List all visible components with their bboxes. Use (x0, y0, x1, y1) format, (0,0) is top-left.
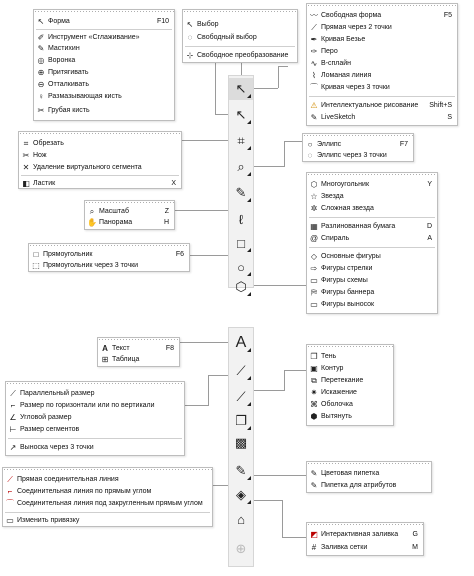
connector-line (208, 375, 229, 376)
flyout-item[interactable]: ▭ Изменить привязку (3, 515, 212, 526)
flyout-grip (3, 468, 212, 472)
flyout-item[interactable]: ✕ Удаление виртуального сегмента (19, 162, 181, 173)
flyout-item[interactable]: ❐ Тень (307, 351, 393, 362)
connector-line (185, 405, 209, 406)
flyout-item[interactable]: ◇ Основные фигуры (307, 251, 437, 262)
basic-shapes-icon: ◇ (310, 252, 318, 261)
drop-shadow-button[interactable] (229, 410, 253, 432)
connector-line (254, 475, 306, 476)
flyout-item[interactable]: ⛿ Фигуры баннера (307, 287, 437, 298)
connector-line (278, 66, 279, 88)
connector-line (190, 255, 229, 256)
free-transform-icon: ⊹ (186, 51, 194, 60)
connector-line (254, 500, 282, 501)
flyout-grip (303, 134, 413, 138)
connector-tool-icon: ⟋ (236, 389, 246, 404)
connector-line (180, 342, 229, 343)
pick-tools-flyout (182, 9, 298, 63)
flyout-item[interactable]: ☆ Звезда (307, 191, 437, 202)
shape-tool-icon: ↖ (235, 107, 247, 122)
extrude-icon: ⬢ (310, 412, 318, 421)
shape-tool-icon: ↖ (37, 17, 45, 26)
parallel-dimension-icon: ⟋ (236, 363, 246, 378)
star-tool-icon: ☆ (310, 192, 318, 201)
flyout-item[interactable]: ⊞ Таблица (98, 354, 179, 365)
flyout-item[interactable]: ⌒ Соединительная линия под закругленным прямым углом (3, 498, 212, 509)
flyout-item[interactable]: ⬚ Прямоугольник через 3 точки (29, 260, 189, 271)
flyout-item[interactable]: ✂ Нож (19, 150, 181, 161)
color-eyedropper-icon: ✎ (310, 469, 318, 478)
transparency-button[interactable] (229, 432, 253, 454)
livesketch-icon: ✎ (310, 113, 318, 122)
pick-tool-button[interactable] (229, 78, 253, 100)
flyout-grip (307, 345, 393, 349)
right-angle-connector-icon: ⌐ (7, 487, 13, 496)
banner-shapes-icon: ⛿ (311, 287, 317, 297)
flyout-item[interactable]: ⧉ Перетекание (307, 375, 393, 386)
connector-line (254, 390, 284, 391)
flyout-item[interactable]: ⟋ Параллельный размер (6, 388, 184, 399)
connector-line (284, 370, 306, 371)
drop-shadow-icon: ❐ (235, 413, 247, 428)
3point-callout-icon: ↗ (9, 443, 17, 452)
flyout-item[interactable]: ✎ Мастихин (34, 43, 174, 54)
flyout-item[interactable]: ↖ Выбор (183, 19, 297, 30)
parallel-dimension-button[interactable] (229, 360, 253, 382)
connector-line (208, 375, 209, 405)
pick-tool-icon: ↖ (235, 81, 247, 96)
rounded-right-angle-connector-icon: ⌒ (6, 499, 14, 508)
flyout-grip (183, 10, 297, 14)
rectangle-tool-icon: □ (33, 250, 39, 259)
smart-fill-icon: ⌂ (237, 511, 245, 527)
zoom-tool-icon: ⌕ (237, 159, 245, 174)
crop-tool-icon: ⌗ (237, 133, 245, 148)
effects-tools-flyout (306, 344, 394, 426)
virtual-segment-delete-icon: ✕ (22, 163, 30, 172)
text-tool-button[interactable] (229, 332, 253, 354)
envelope-icon: ⌘ (310, 400, 318, 409)
connector-line (254, 285, 306, 286)
2point-line-icon: ⟋ (311, 22, 317, 32)
callout-shapes-icon: ▭ (310, 300, 318, 309)
ellipse-tool-icon: ○ (237, 259, 245, 275)
attributes-eyedropper-icon: ✎ (310, 481, 318, 490)
freehand-pick-icon: ◌ (187, 33, 193, 42)
shape-tools-flyout (33, 9, 175, 121)
bspline-tool-icon: ∿ (310, 59, 318, 68)
flyout-item[interactable]: ▭ Фигуры выносок (307, 299, 437, 310)
flyout-item[interactable]: ✎ LiveSketch S (307, 112, 457, 123)
smart-drawing-icon: ⚠ (310, 101, 318, 110)
smart-fill-button[interactable] (229, 508, 253, 530)
flyout-grip (85, 201, 174, 205)
edit-anchor-icon: ▭ (6, 516, 14, 525)
ellipse-tool-button[interactable] (229, 256, 253, 278)
table-tool-icon: ⊞ (101, 355, 109, 364)
interactive-fill-icon: ◩ (310, 530, 318, 539)
interactive-fill-icon: ◈ (236, 487, 246, 502)
flyout-item[interactable]: ⌒ Кривая через 3 точки (307, 82, 457, 93)
eyedropper-tools-flyout (306, 461, 432, 493)
connector-line (254, 88, 278, 89)
flyout-grip (307, 173, 437, 177)
flyout-grip (307, 4, 457, 8)
dimension-tools-flyout (5, 381, 185, 456)
ellipse-tools-flyout (302, 133, 414, 162)
eyedropper-icon: ✎ (235, 463, 247, 478)
flyout-item[interactable]: ∠ Угловой размер (6, 412, 184, 423)
flyout-item[interactable]: ♀ Размазывающая кисть (34, 91, 174, 102)
flyout-item[interactable]: ○ Эллипс F7 (303, 139, 413, 150)
blend-icon: ⧉ (311, 375, 317, 385)
interactive-fill-button[interactable] (229, 484, 253, 506)
zoom-tool-button[interactable] (229, 156, 253, 178)
parallel-dimension-icon: ⟋ (10, 388, 16, 398)
flyout-item[interactable]: ✋ Панорама H (85, 217, 174, 228)
polygon-tool-icon: ⬡ (235, 279, 247, 294)
add-tool-button[interactable] (229, 538, 253, 560)
pen-tool-icon: ✑ (310, 47, 318, 56)
flyout-item[interactable]: ⊢ Размер сегментов (6, 424, 184, 435)
connector-tool-button[interactable] (229, 386, 253, 408)
text-tool-icon: A (235, 334, 247, 351)
plus-circle-icon: ⊕ (235, 541, 247, 556)
mesh-fill-icon: # (311, 543, 317, 552)
flyout-item[interactable]: ⬢ Вытянуть (307, 411, 393, 422)
connector-line (182, 140, 229, 141)
polygon-tool-button[interactable] (229, 276, 253, 298)
contour-icon: ▣ (310, 364, 318, 373)
smudge-brush-icon: ♀ (38, 92, 44, 101)
flyout-item[interactable]: ⌕ Масштаб Z (85, 206, 174, 217)
smear-tool-icon: ✎ (37, 44, 45, 53)
angular-dimension-icon: ∠ (9, 413, 17, 422)
hv-dimension-icon: ⌐ (10, 401, 16, 410)
connector-line (254, 166, 284, 167)
flyout-grip (29, 244, 189, 248)
flyout-item[interactable]: ⌘ Оболочка (307, 399, 393, 410)
toolbox-top (228, 75, 254, 294)
arrow-shapes-icon: ⇨ (310, 264, 318, 273)
flowchart-shapes-icon: ▭ (310, 276, 318, 285)
flyout-item[interactable]: A Текст F8 (98, 343, 179, 354)
eyedropper-tool-button[interactable] (229, 460, 253, 482)
crop-tool-icon: ⌗ (23, 138, 29, 148)
flyout-item[interactable]: ▭ Фигуры схемы (307, 275, 437, 286)
zoom-tool-icon: ⌕ (89, 206, 95, 216)
connector-line (284, 370, 285, 391)
flyout-grip (98, 338, 179, 342)
connector-line (282, 500, 283, 537)
freehand-tool-icon: 〰 (310, 11, 318, 20)
flyout-grip (307, 523, 423, 527)
flyout-item[interactable]: ▦ Разлинованная бумага D (307, 221, 437, 232)
roughen-brush-icon: ✂ (37, 106, 45, 115)
flyout-item[interactable]: □ Прямоугольник F6 (29, 249, 189, 260)
connector-line (278, 66, 288, 67)
flyout-grip (19, 132, 181, 136)
polygon-tools-flyout (306, 172, 438, 314)
freehand-tools-flyout (306, 3, 458, 126)
flyout-item[interactable]: ◌ Свободный выбор (183, 32, 297, 43)
flyout-item[interactable]: ◌ Эллипс через 3 точки (303, 150, 413, 161)
spiral-tool-icon: @ (309, 234, 319, 243)
flyout-item[interactable]: ⊹ Свободное преобразование (183, 50, 297, 61)
toolbox-bottom (228, 327, 254, 567)
bezier-tool-icon: ✒ (310, 35, 318, 44)
transparency-icon: ▩ (234, 435, 248, 450)
flyout-item[interactable]: ⌗ Обрезать (19, 138, 181, 149)
flyout-item[interactable]: # Заливка сетки M (307, 542, 423, 553)
artistic-media-button[interactable] (229, 208, 253, 230)
crop-tools-flyout (18, 131, 182, 189)
distort-icon: ✷ (310, 388, 318, 397)
flyout-item[interactable]: ◎ Воронка (34, 55, 174, 66)
eraser-tool-icon: ◧ (22, 179, 30, 188)
connector-line (284, 141, 285, 167)
connector-tools-flyout (2, 467, 213, 527)
rectangle-tool-icon: □ (237, 235, 245, 251)
connector-line (282, 537, 306, 538)
flyout-item[interactable]: ✷ Искажение (307, 387, 393, 398)
crop-tool-button[interactable] (229, 130, 253, 152)
flyout-item[interactable]: ⟋ Прямая соединительная линия (3, 474, 212, 485)
rectangle-tools-flyout (28, 243, 190, 272)
flyout-item[interactable]: ⌇ Ломаная линия (307, 70, 457, 81)
text-tools-flyout (97, 337, 180, 367)
connector-line (213, 485, 229, 486)
ellipse-tool-icon: ○ (307, 140, 313, 149)
flyout-grip (34, 10, 174, 14)
freehand-tool-button[interactable] (229, 182, 253, 204)
polygon-tool-icon: ⬡ (310, 180, 318, 189)
flyout-item[interactable]: ∿ В-сплайн (307, 58, 457, 69)
twirl-tool-icon: ◎ (37, 56, 45, 65)
flyout-item[interactable]: ✎ Цветовая пипетка (307, 468, 431, 479)
flyout-item[interactable]: ◩ Интерактивная заливка G (307, 529, 423, 540)
flyout-item[interactable]: ⌐ Размер по горизонтали или по вертикали (6, 400, 184, 411)
flyout-item[interactable]: ◧ Ластик X (19, 178, 181, 189)
straight-connector-icon: ⟋ (7, 474, 13, 484)
flyout-item[interactable]: ✐ Инструмент «Сглаживание» (34, 32, 174, 43)
flyout-item[interactable]: ↗ Выноска через 3 точки (6, 442, 184, 453)
zoom-tools-flyout (84, 200, 175, 230)
flyout-grip (6, 382, 184, 386)
flyout-item[interactable]: ↖ Форма F10 (34, 16, 174, 27)
3point-rectangle-icon: ⬚ (32, 261, 40, 270)
text-tool-icon: A (102, 344, 108, 353)
freehand-tool-icon: ✎ (235, 185, 247, 200)
flyout-item[interactable]: ⊕ Притягивать (34, 67, 174, 78)
repel-tool-icon: ⊖ (37, 80, 45, 89)
connector-line (284, 141, 302, 142)
shape-tool-button[interactable] (229, 104, 253, 126)
complex-star-icon: ✲ (310, 204, 318, 213)
drop-shadow-icon: ❐ (310, 352, 318, 361)
connector-line (175, 210, 229, 211)
flyout-item[interactable]: ✑ Перо (307, 46, 457, 57)
fill-tools-flyout (306, 522, 424, 556)
3point-ellipse-icon: ◌ (307, 151, 313, 160)
knife-tool-icon: ✂ (22, 151, 30, 160)
flyout-item[interactable]: ⬡ Многоугольник Y (307, 179, 437, 190)
flyout-item[interactable]: ⚠ Интеллектуальное рисование Shift+S (307, 100, 457, 111)
flyout-item[interactable]: ⊖ Отталкивать (34, 79, 174, 90)
flyout-item[interactable]: ✒ Кривая Безье (307, 34, 457, 45)
flyout-item[interactable]: ✂ Грубая кисть (34, 105, 174, 116)
connector-line (241, 62, 242, 76)
segment-dimension-icon: ⊢ (9, 425, 17, 434)
flyout-item[interactable]: ✲ Сложная звезда (307, 203, 437, 214)
graph-paper-icon: ▦ (310, 222, 318, 231)
pick-tool-icon: ↖ (186, 20, 194, 29)
flyout-grip (307, 462, 431, 466)
attract-tool-icon: ⊕ (37, 68, 45, 77)
flyout-item[interactable]: ⟋ Прямая через 2 точки (307, 22, 457, 33)
flyout-item[interactable]: @ Спираль A (307, 233, 437, 244)
flyout-item[interactable]: ▣ Контур (307, 363, 393, 374)
3point-curve-icon: ⌒ (310, 83, 318, 92)
flyout-item[interactable]: ✎ Пипетка для атрибутов (307, 480, 431, 491)
pan-tool-icon: ✋ (87, 218, 97, 227)
smooth-tool-icon: ✐ (37, 33, 45, 42)
flyout-item[interactable]: ⇨ Фигуры стрелки (307, 263, 437, 274)
rectangle-tool-button[interactable] (229, 232, 253, 254)
artistic-media-icon: ℓ (238, 211, 244, 227)
polyline-tool-icon: ⌇ (312, 71, 316, 80)
flyout-item[interactable]: 〰 Свободная форма F5 (307, 10, 457, 21)
flyout-item[interactable]: ⌐ Соединительная линия по прямым углом (3, 486, 212, 497)
